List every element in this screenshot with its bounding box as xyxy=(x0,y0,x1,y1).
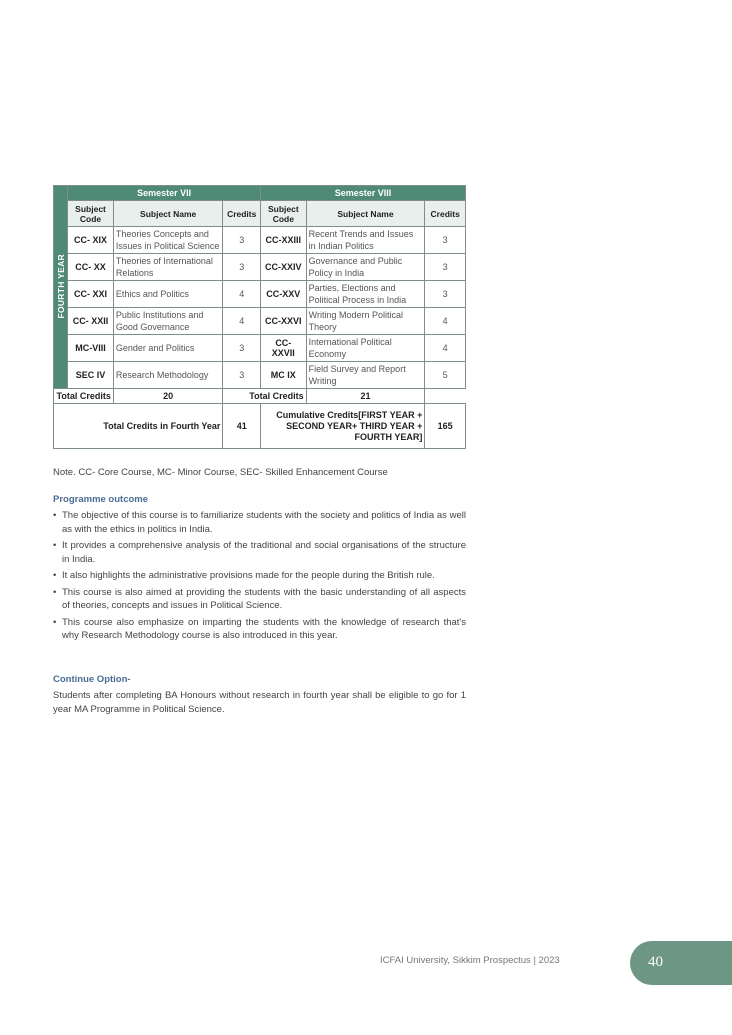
footer-text: ICFAI University, Sikkim Prospectus | 2023 xyxy=(380,955,560,966)
programme-outcome-heading: Programme outcome xyxy=(53,494,149,505)
bullet-icon: • xyxy=(53,510,57,521)
subject-name-cell: Gender and Politics xyxy=(113,335,223,362)
subject-code-cell: MC-VIII xyxy=(68,335,114,362)
total-credits-label: Total Credits xyxy=(223,389,306,404)
subject-code-cell: CC- XXVII xyxy=(260,335,306,362)
semester-vii-header: Semester VII xyxy=(68,186,261,201)
credits-cell: 4 xyxy=(425,308,466,335)
table-row xyxy=(54,227,466,254)
subject-name-cell: Field Survey and Report Writing xyxy=(306,362,425,389)
table-row xyxy=(54,254,466,281)
table-row xyxy=(54,308,466,335)
page-number: 40 xyxy=(648,954,663,970)
semester-viii-header: Semester VIII xyxy=(260,186,465,201)
list-item xyxy=(53,539,466,566)
subject-code-cell: CC- XXII xyxy=(68,308,114,335)
subject-code-cell: CC-XXV xyxy=(260,281,306,308)
credits-cell: 3 xyxy=(425,254,466,281)
continue-option-heading: Continue Option- xyxy=(53,674,131,685)
column-header-subject-code: Subject Code xyxy=(260,201,306,227)
total-credits-label: Total Credits xyxy=(54,389,114,404)
subject-code-cell: MC IX xyxy=(260,362,306,389)
subject-code-cell: CC-XXVI xyxy=(260,308,306,335)
subject-name-cell: International Political Economy xyxy=(306,335,425,362)
subject-code-cell: CC-XXIII xyxy=(260,227,306,254)
subject-name-cell: Writing Modern Political Theory xyxy=(306,308,425,335)
credits-cell: 3 xyxy=(223,227,261,254)
credits-cell: 3 xyxy=(223,335,261,362)
cumulative-credits-value: 165 xyxy=(425,404,466,449)
subject-name-cell: Governance and Public Policy in India xyxy=(306,254,425,281)
subject-code-cell: CC- XXI xyxy=(68,281,114,308)
abbreviation-note: Note. CC- Core Course, MC- Minor Course, SEC- Skilled Enhancement Course xyxy=(53,467,388,478)
list-item-text: It also highlights the administrative provisions made for the people during the British rule. xyxy=(62,570,435,581)
cumulative-credits-label: Cumulative Credits[FIRST YEAR + SECOND YEAR+ THIRD YEAR + FOURTH YEAR] xyxy=(260,404,424,449)
subject-name-cell: Parties, Elections and Political Process in India xyxy=(306,281,425,308)
credits-cell: 4 xyxy=(223,308,261,335)
credits-cell: 3 xyxy=(223,254,261,281)
fourth-year-total-value: 41 xyxy=(223,404,261,449)
subject-name-cell: Research Methodology xyxy=(113,362,223,389)
list-item-text: This course also emphasize on imparting the students with the knowledge of research that's why Research Methodology course is also introduced in this year. xyxy=(62,616,466,641)
table-row xyxy=(54,281,466,308)
subject-code-cell: SEC IV xyxy=(68,362,114,389)
programme-outcome-list xyxy=(53,509,466,646)
fourth-year-course-table xyxy=(53,185,466,449)
subject-name-cell: Recent Trends and Issues in Indian Politics xyxy=(306,227,425,254)
bullet-icon: • xyxy=(53,616,57,628)
list-item-text: The objective of this course is to familiarize students with the society and politics of India as well as with the ethics in politics in India. xyxy=(62,510,466,535)
list-item xyxy=(53,509,466,536)
credits-cell: 4 xyxy=(425,335,466,362)
credits-cell: 5 xyxy=(425,362,466,389)
bullet-icon: • xyxy=(53,540,57,551)
subject-name-cell: Ethics and Politics xyxy=(113,281,223,308)
list-item-text: This course is also aimed at providing the students with the basic understanding of all aspects of theories, concepts and issues in Political Science. xyxy=(62,586,466,611)
total-credits-semester-viii: 21 xyxy=(306,389,425,404)
column-header-subject-name: Subject Name xyxy=(306,201,425,227)
list-item xyxy=(53,569,466,583)
column-header-credits: Credits xyxy=(223,201,261,227)
fourth-year-side-label: FOURTH YEAR xyxy=(54,186,68,389)
column-header-credits: Credits xyxy=(425,201,466,227)
table-row xyxy=(54,362,466,389)
list-item xyxy=(53,616,466,643)
credits-cell: 3 xyxy=(223,362,261,389)
list-item xyxy=(53,586,466,613)
column-header-subject-name: Subject Name xyxy=(113,201,223,227)
list-item-text: It provides a comprehensive analysis of the traditional and social organisations of the structure in India. xyxy=(62,540,466,565)
credits-cell: 4 xyxy=(223,281,261,308)
subject-name-cell: Public Institutions and Good Governance xyxy=(113,308,223,335)
subject-name-cell: Theories of International Relations xyxy=(113,254,223,281)
credits-cell: 3 xyxy=(425,281,466,308)
continue-option-text: Students after completing BA Honours without research in fourth year shall be eligible to go for 1 year MA Programme in Political Science. xyxy=(53,690,466,715)
bullet-icon: • xyxy=(53,586,57,598)
subject-code-cell: CC- XX xyxy=(68,254,114,281)
page-number-tab xyxy=(630,941,732,985)
table-row xyxy=(54,335,466,362)
credits-cell: 3 xyxy=(425,227,466,254)
bullet-icon: • xyxy=(53,570,57,581)
subject-code-cell: CC- XIX xyxy=(68,227,114,254)
subject-name-cell: Theories Concepts and Issues in Political Science xyxy=(113,227,223,254)
total-credits-semester-vii: 20 xyxy=(113,389,223,404)
column-header-subject-code: Subject Code xyxy=(68,201,114,227)
fourth-year-total-label: Total Credits in Fourth Year xyxy=(54,404,223,449)
subject-code-cell: CC-XXIV xyxy=(260,254,306,281)
